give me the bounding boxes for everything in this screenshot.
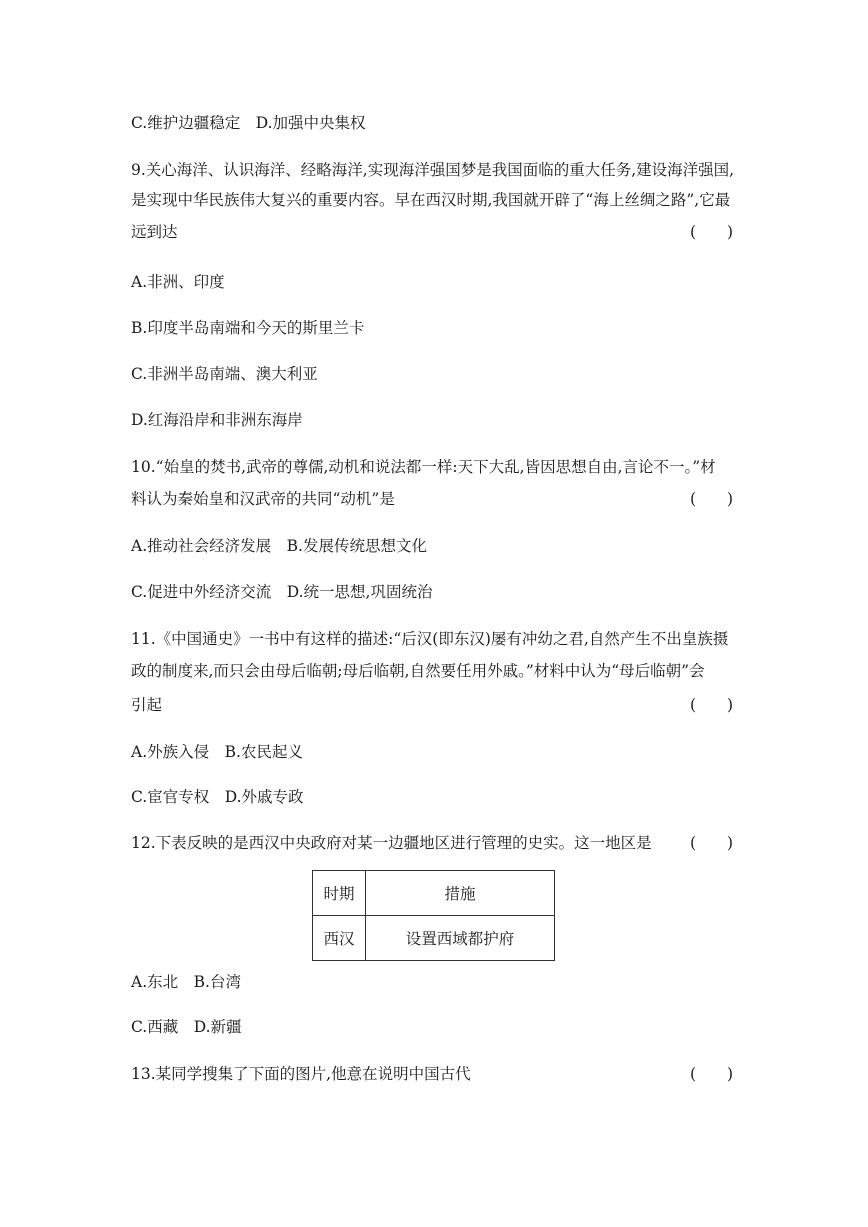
q12-table [312,870,555,961]
q9-option-c: C.非洲半岛南端、澳大利亚 [131,365,318,383]
q10-options-line: C.促进中外经济交流 D.统一思想,巩固统治 [131,583,433,601]
table-cell: 设置西域都护府 [366,916,555,961]
q12-options-line: C.西藏 D.新疆 [131,1018,242,1036]
table-header-cell: 时期 [313,871,366,916]
q9-option-b: B.印度半岛南端和今天的斯里兰卡 [131,319,365,337]
table-header-row [313,871,555,916]
q9-answer-paren: ( ) [690,223,734,241]
table-cell: 西汉 [313,916,366,961]
table-row [313,916,555,961]
q13-answer-paren: ( ) [690,1065,734,1083]
q12-options-line: A.东北 B.台湾 [131,973,241,991]
q10-stem-line: 料认为秦始皇和汉武帝的共同“动机”是 [131,490,395,508]
q13-stem: 13.某同学搜集了下面的图片,他意在说明中国古代 [131,1065,471,1083]
q11-stem-line: 引起 [131,696,163,714]
q9-option-d: D.红海沿岸和非洲东海岸 [131,411,303,429]
q9-option-a: A.非洲、印度 [131,273,225,291]
q10-options-line: A.推动社会经济发展 B.发展传统思想文化 [131,537,427,555]
q12-answer-paren: ( ) [690,834,734,852]
q11-options-line: A.外族入侵 B.农民起义 [131,743,303,761]
q11-stem-line: 11.《中国通史》一书中有这样的描述:“后汉(即东汉)屡有冲幼之君,自然产生不出皇族摄 [131,630,729,648]
q11-answer-paren: ( ) [690,696,734,714]
q12-stem: 12.下表反映的是西汉中央政府对某一边疆地区进行管理的史实。这一地区是 [131,834,652,852]
q10-answer-paren: ( ) [690,490,734,508]
q9-stem-line: 远到达 [131,223,178,241]
q11-stem-line: 政的制度来,而只会由母后临朝;母后临朝,自然要任用外戚。”材料中认为“母后临朝”会 [131,662,705,680]
q9-stem-line: 9.关心海洋、认识海洋、经略海洋,实现海洋强国梦是我国面临的重大任务,建设海洋强国, [131,161,735,179]
table-header-cell: 措施 [366,871,555,916]
q11-options-line: C.宦官专权 D.外戚专政 [131,788,304,806]
q9-stem-line: 是实现中华民族伟大复兴的重要内容。早在西汉时期,我国就开辟了“海上丝绸之路”,它最 [131,191,731,209]
q8-options-line: C.维护边疆稳定 D.加强中央集权 [131,114,366,132]
q10-stem-line: 10.“始皇的焚书,武帝的尊儒,动机和说法都一样:天下大乱,皆因思想自由,言论不一。”材 [131,458,716,476]
